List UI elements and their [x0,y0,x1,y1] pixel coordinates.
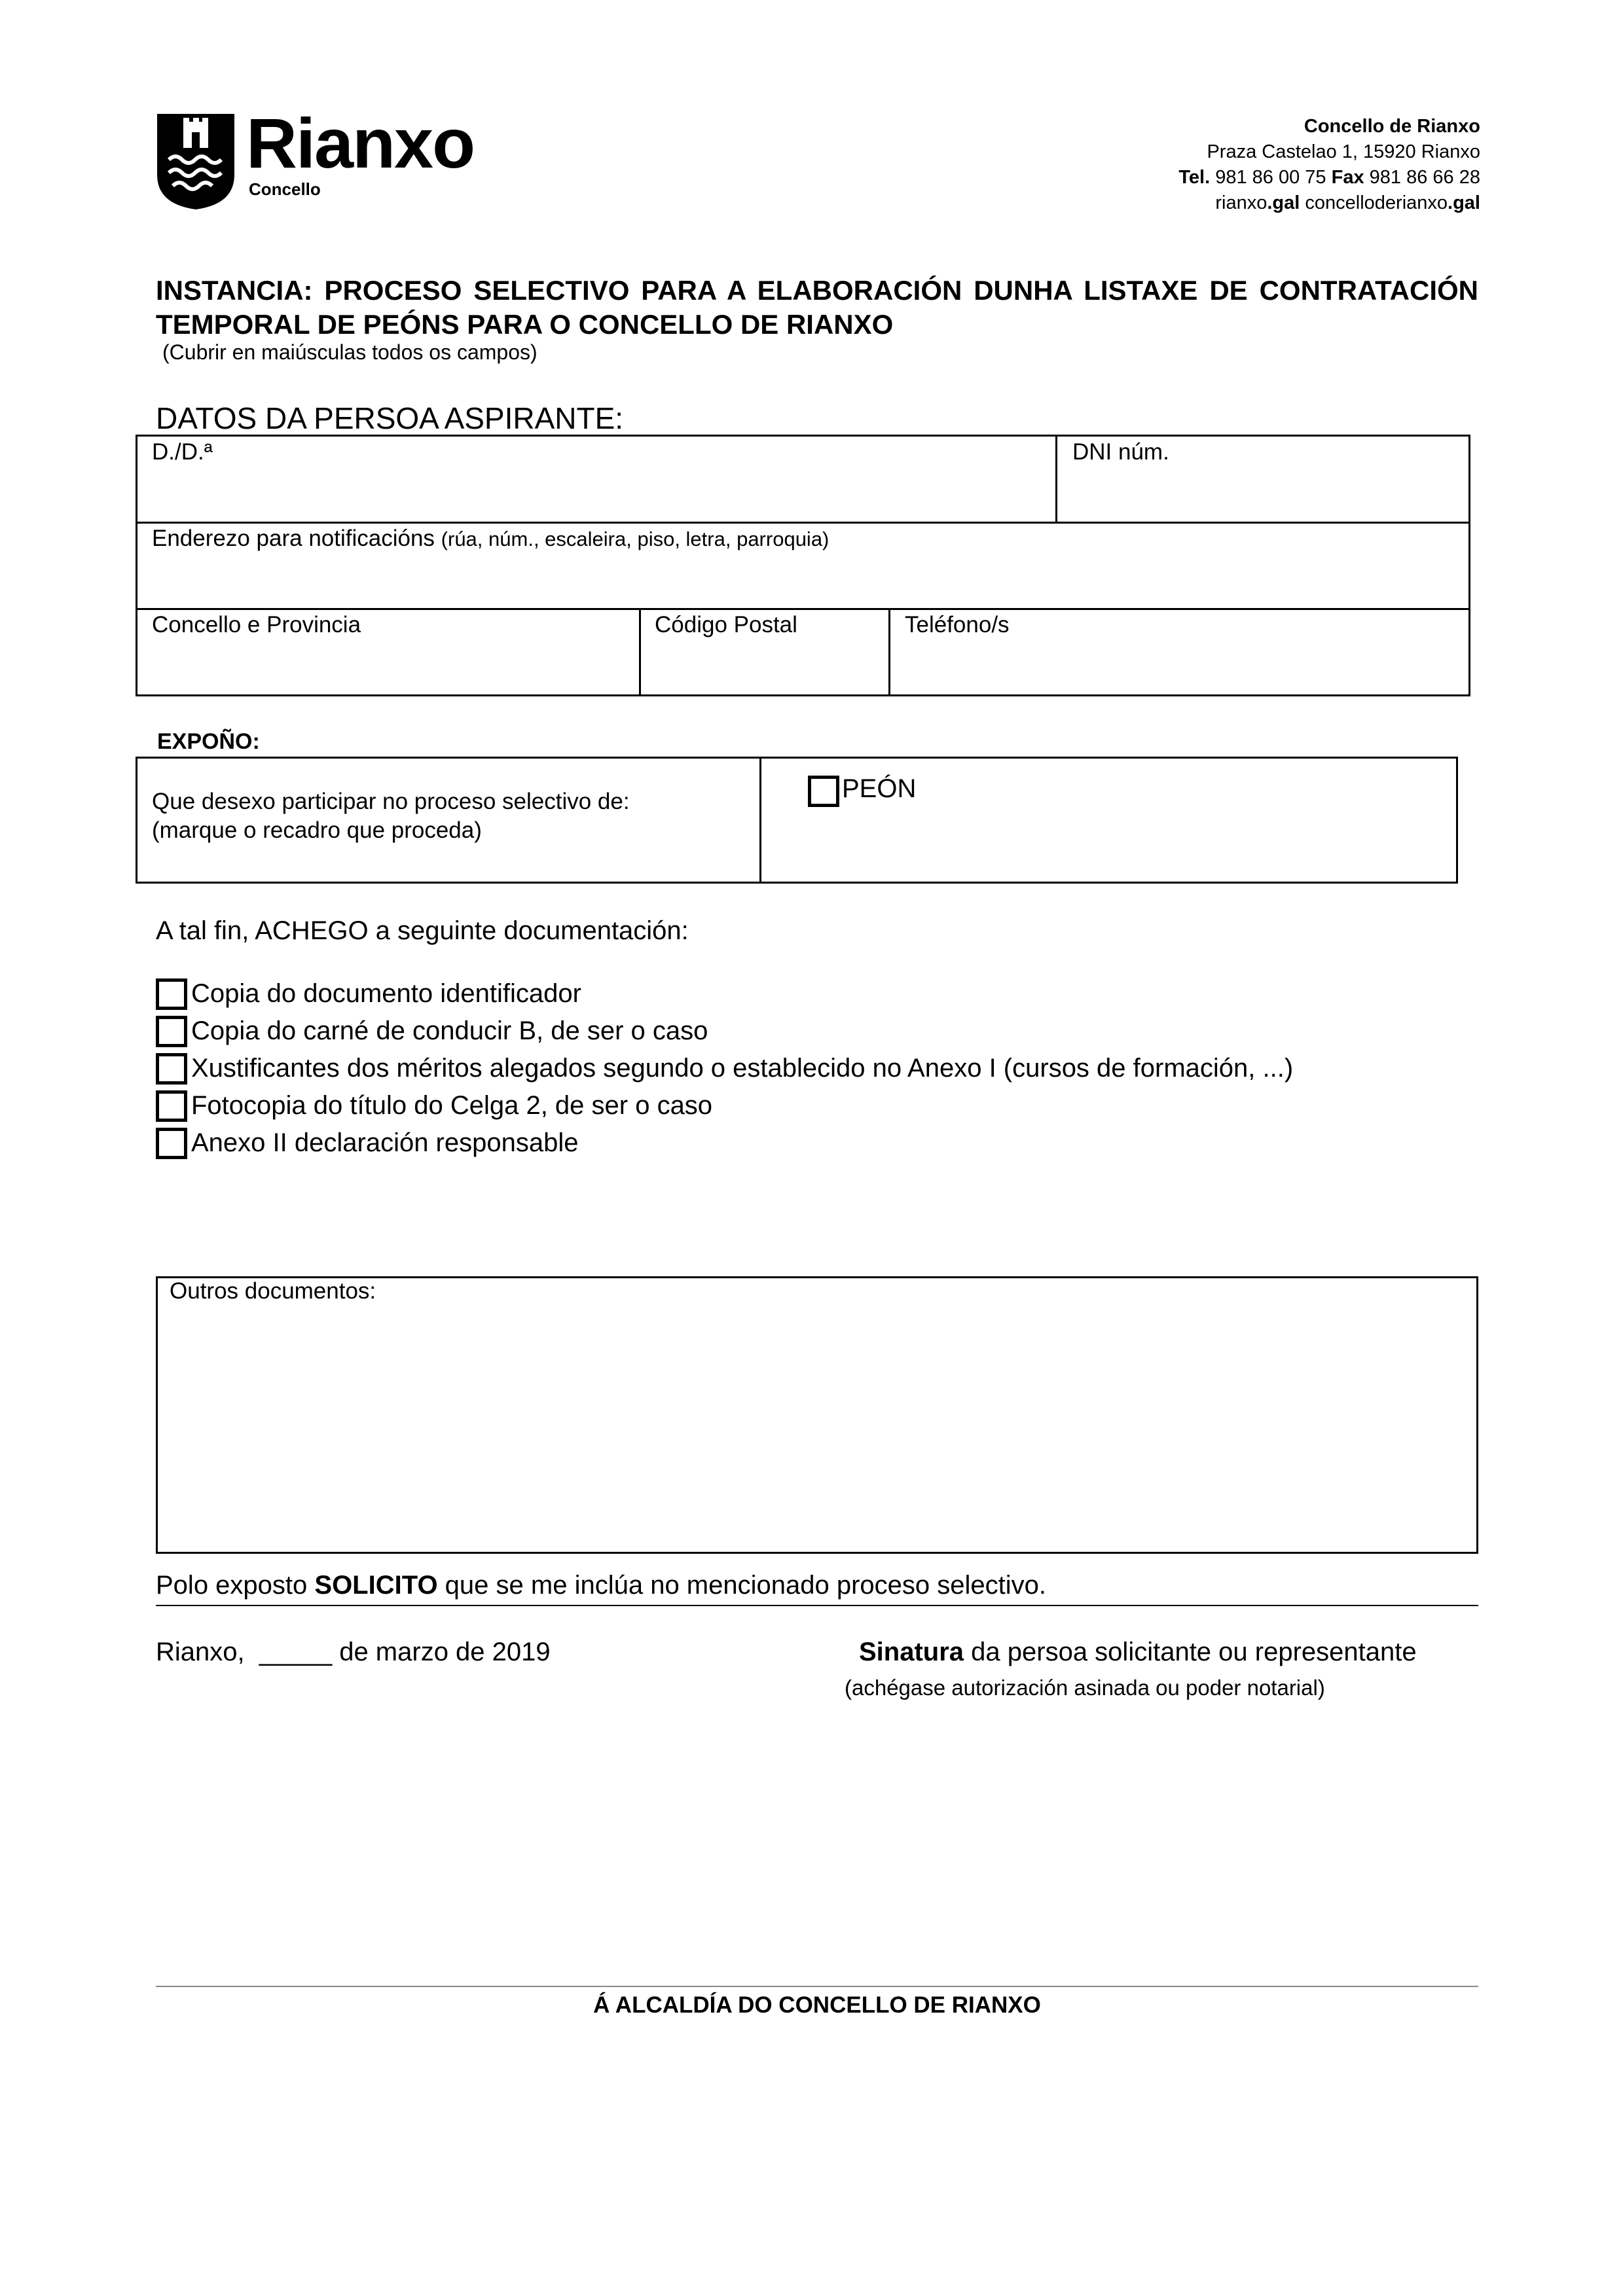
peon-checkbox[interactable] [808,776,839,807]
org-name: Concello de Rianxo [1304,116,1480,137]
other-documents-label: Outros documentos: [170,1278,376,1304]
document-checkbox[interactable] [156,1016,187,1047]
dni-label: DNI núm. [1072,439,1169,465]
signature-label: Sinatura da persoa solicitante ou representante [859,1638,1417,1666]
applicant-heading: DATOS DA PERSOA ASPIRANTE: [156,401,624,435]
postal-code-field[interactable] [655,612,877,692]
document-item[interactable]: Fotocopia do título do Celga 2, de ser o caso [156,1087,1293,1124]
logo-wordmark: Rianxo [246,103,475,183]
page-title: INSTANCIA: PROCESO SELECTIVO PARA A ELABORACIÓN DUNHA LISTAXE DE CONTRATACIÓN TEMPORAL DE PEÓNS PARA O CONCELLO DE RIANXO [156,275,1478,340]
document-item[interactable]: Copia do carné de conducir B, de ser o caso [156,1013,1293,1050]
document-item[interactable]: Copia do documento identificador [156,975,1293,1013]
addressee: Á ALCALDÍA DO CONCELLO DE RIANXO [593,1992,1041,2018]
shield-icon [156,113,236,211]
logo [156,103,522,217]
dni-field[interactable] [1072,439,1465,519]
document-checkbox[interactable] [156,1128,187,1159]
org-phone-line: Tel. 981 86 00 75 Fax 981 86 66 28 [1178,167,1480,188]
expono-heading: EXPOÑO: [157,729,260,754]
org-address: Praza Castelao 1, 15920 Rianxo [1207,141,1480,162]
municipality-field[interactable] [152,612,630,692]
document-item[interactable]: Xustificantes dos méritos alegados segundo o establecido no Anexo I (cursos de formación, ...) [156,1050,1293,1087]
signature-note: (achégase autorización asinada ou poder notarial) [845,1676,1325,1700]
phone-field[interactable] [905,612,1461,692]
document-item[interactable]: Anexo II declaración responsable [156,1124,1293,1162]
logo-subtitle: Concello [249,179,321,199]
address-field[interactable] [152,526,1461,605]
peon-label: PEÓN [842,774,917,803]
documents-checklist [156,975,1293,1162]
name-label: D./D.ª [152,439,213,465]
expono-table [136,757,1458,884]
documents-intro: A tal fin, ACHEGO a seguinte documentación: [156,916,689,945]
place-date: Rianxo, _____ de marzo de 2019 [156,1638,551,1666]
org-contact-block [1178,114,1480,216]
org-web-line: rianxo.gal concelloderianxo.gal [1215,192,1480,213]
postal-code-label: Código Postal [655,612,797,637]
request-divider [156,1605,1478,1606]
page-subtitle: (Cubrir en maiúsculas todos os campos) [162,340,538,364]
expono-text: Que desexo participar no proceso selectivo de: (marque o recadro que proceda) [152,789,630,843]
address-label: Enderezo para notificacións (rúa, núm., escaleira, piso, letra, parroquia) [152,526,830,551]
document-checkbox[interactable] [156,1053,187,1085]
document-checkbox[interactable] [156,1090,187,1122]
name-field[interactable] [152,439,1049,519]
footer-divider [156,1986,1478,1987]
peon-option[interactable] [808,776,916,807]
municipality-label: Concello e Provincia [152,612,361,637]
other-documents-field[interactable] [156,1276,1478,1554]
request-statement: Polo exposto SOLICITO que se me inclúa no mencionado proceso selectivo. [156,1571,1046,1600]
applicant-table [136,435,1470,696]
document-checkbox[interactable] [156,978,187,1010]
phone-label: Teléfono/s [905,612,1010,637]
